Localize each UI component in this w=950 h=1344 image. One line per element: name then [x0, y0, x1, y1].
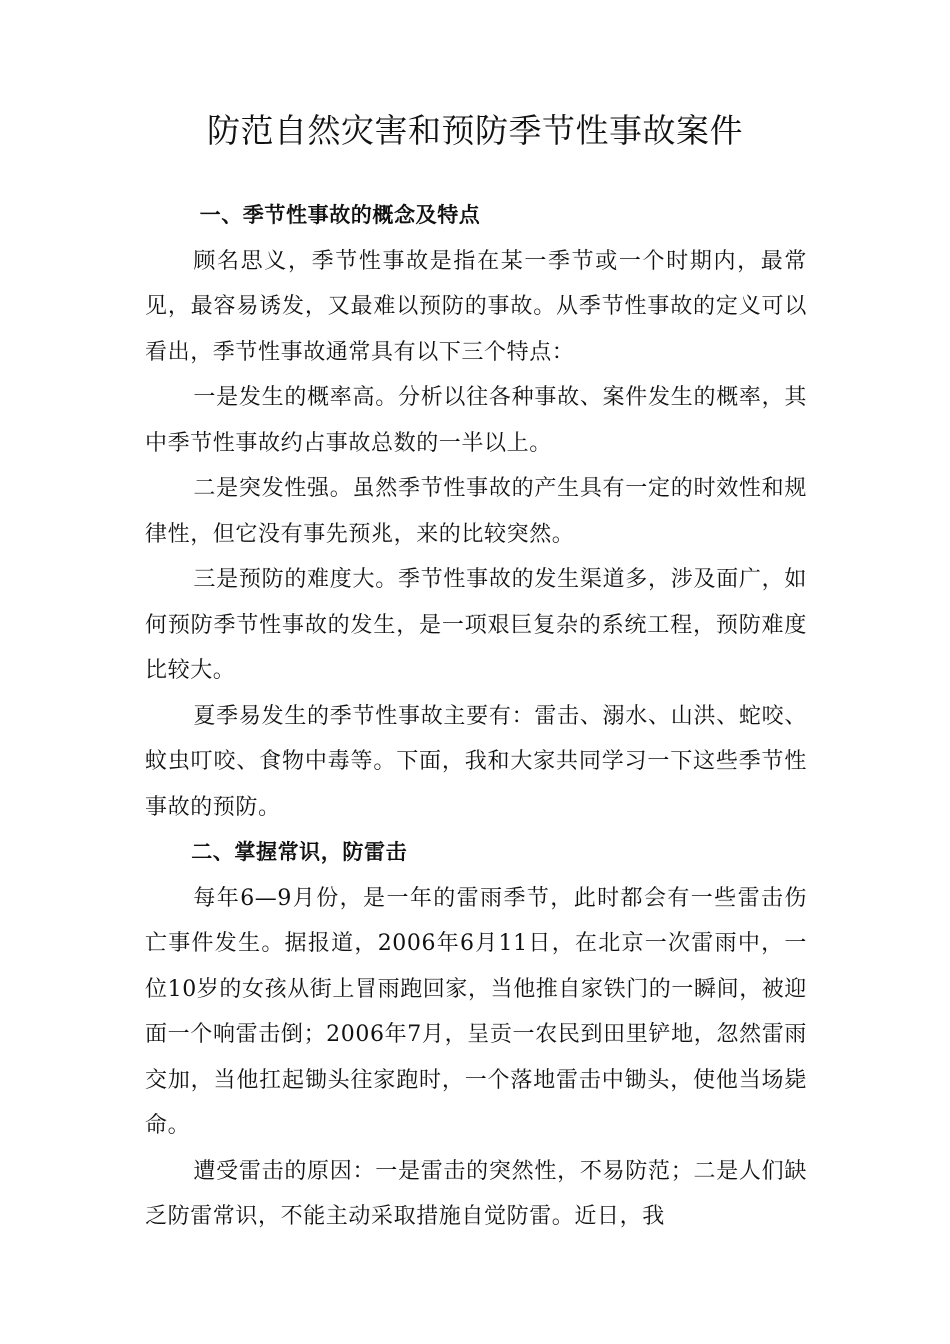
document-title: 防范自然灾害和预防季节性事故案件 — [207, 111, 743, 150]
section-heading-lightning: 二、掌握常识，防雷击 — [191, 840, 408, 864]
paragraph: 每年6—9月份，是一年的雷雨季节，此时都会有一些雷击伤亡事件发生。据报道，2006年6月11日，在北京一次雷雨中，一位10岁的女孩从街上冒雨跑回家，当他推自家铁门的一瞬间，被迎面一个响雷击倒；2006年7月，呈贡一农民到田里铲地，忽然雷雨交加，当他扛起锄头往家跑时，一个落地雷击中锄头，使他当场毙命。 — [145, 885, 807, 1138]
paragraph: 遭受雷击的原因：一是雷击的突然性，不易防范；二是人们缺乏防雷常识，不能主动采取措施自觉防雷。近日，我 — [145, 1158, 807, 1229]
paragraph: 一是发生的概率高。分析以往各种事故、案件发生的概率，其中季节性事故约占事故总数的一半以上。 — [145, 385, 807, 456]
paragraph: 顾名思义，季节性事故是指在某一季节或一个时期内，最常见，最容易诱发，又最难以预防的事故。从季节性事故的定义可以看出，季节性事故通常具有以下三个特点： — [145, 248, 807, 365]
section-heading-concept: 一、季节性事故的概念及特点 — [199, 203, 481, 227]
paragraph: 夏季易发生的季节性事故主要有：雷击、溺水、山洪、蛇咬、蚊虫叮咬、食物中毒等。下面，我和大家共同学习一下这些季节性事故的预防。 — [145, 703, 807, 820]
document-body — [145, 193, 807, 1240]
paragraph: 三是预防的难度大。季节性事故的发生渠道多，涉及面广，如何预防季节性事故的发生，是一项艰巨复杂的系统工程，预防难度比较大。 — [145, 567, 807, 683]
paragraph: 二是突发性强。虽然季节性事故的产生具有一定的时效性和规律性，但它没有事先预兆，来的比较突然。 — [145, 476, 807, 547]
